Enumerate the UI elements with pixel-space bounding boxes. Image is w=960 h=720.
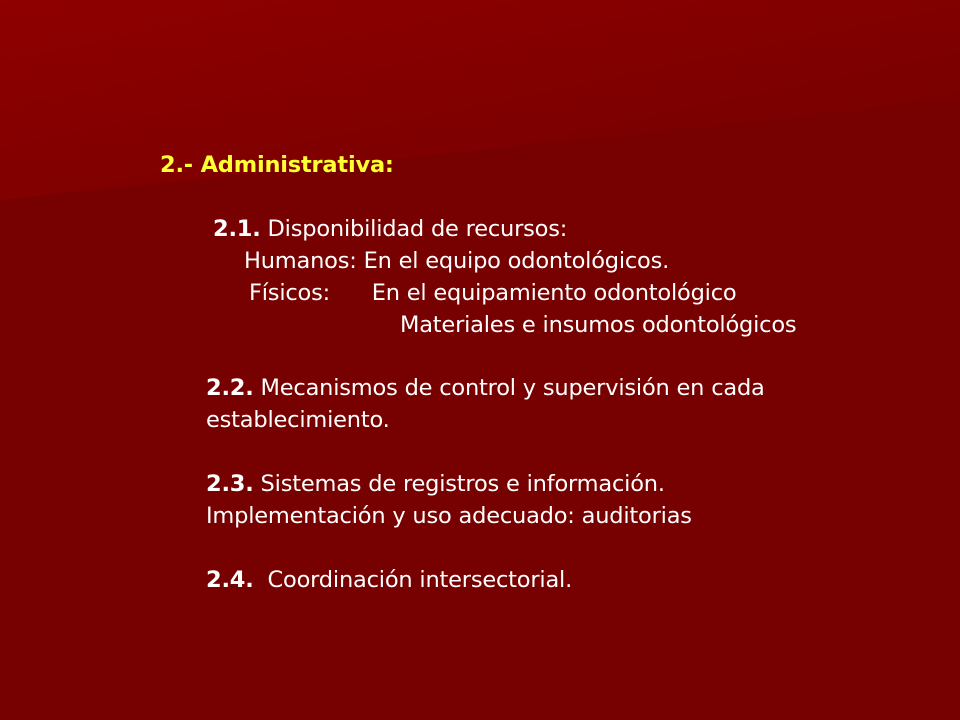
section-number: 2.1. — [213, 216, 261, 242]
section-2-2-continuation: establecimiento. — [206, 407, 390, 433]
section-2-1-detail-humanos: Humanos: En el equipo odontológicos. — [244, 248, 670, 274]
section-text: Coordinación intersectorial. — [253, 567, 573, 593]
section-text: Mecanismos de control y supervisión en cada — [253, 375, 765, 401]
section-2-3 — [206, 469, 665, 499]
section-2-1-detail-fisicos: Físicos: En el equipamiento odontológico — [249, 280, 737, 306]
section-2-4 — [206, 565, 572, 595]
section-2-1 — [213, 214, 567, 244]
section-number: 2.4. — [206, 567, 254, 593]
section-2-1-detail-materiales: Materiales e insumos odontológicos — [400, 312, 797, 338]
section-number: 2.3. — [206, 471, 254, 497]
section-number: 2.2. — [206, 375, 254, 401]
section-2-2 — [206, 373, 765, 403]
slide-title: 2.- Administrativa: — [160, 152, 394, 178]
section-2-3-continuation: Implementación y uso adecuado: auditorias — [206, 503, 692, 529]
section-text: Sistemas de registros e información. — [253, 471, 665, 497]
section-text: Disponibilidad de recursos: — [260, 216, 568, 242]
